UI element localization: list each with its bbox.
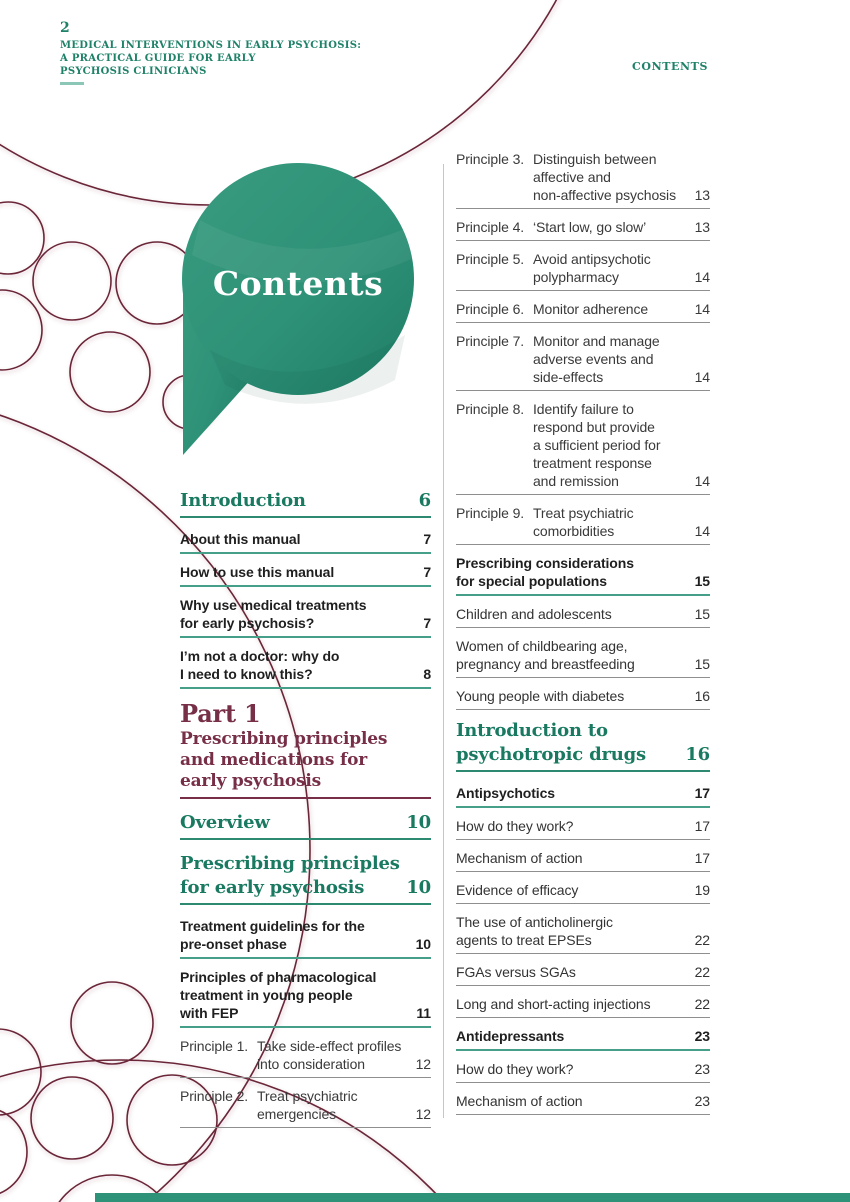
entry-rule	[456, 390, 710, 391]
toc-entry[interactable]	[456, 817, 710, 840]
toc-line-text: pre-onset phase	[180, 936, 287, 952]
entry-rule	[180, 797, 431, 799]
toc-line-text: Children and adolescents	[456, 606, 612, 622]
toc-line-text: treatment response	[533, 455, 652, 471]
toc-page-number: 23	[694, 1028, 710, 1044]
entry-rule	[456, 871, 710, 872]
toc-line-text: Treat psychiatric	[257, 1088, 358, 1104]
entry-rule	[456, 544, 710, 545]
entry-rule	[180, 1077, 431, 1078]
toc-entry[interactable]	[456, 913, 710, 954]
toc-page-number: 15	[694, 573, 710, 589]
toc-line-text: agents to treat EPSEs	[456, 932, 592, 948]
toc-line-text: into consideration	[257, 1056, 365, 1072]
toc-line-text: Introduction	[180, 490, 306, 511]
toc-page-number: 13	[694, 219, 710, 235]
toc-line-text: The use of anticholinergic	[456, 914, 613, 930]
entry-rule	[456, 627, 710, 628]
toc-line-text: Long and short-acting injections	[456, 996, 651, 1012]
entry-rule	[456, 677, 710, 678]
toc-page-number: 14	[694, 523, 710, 539]
toc-line-text: side-effects	[533, 369, 604, 385]
toc-line-text: Young people with diabetes	[456, 688, 625, 704]
toc-page-number: 7	[423, 564, 431, 580]
principle-label: Principle 5.	[456, 251, 525, 267]
toc-entry[interactable]	[456, 849, 710, 872]
toc-entry[interactable]	[456, 687, 710, 710]
toc-line-text: Introduction to	[456, 720, 608, 741]
toc-left-column	[180, 486, 431, 1137]
toc-line-text: Women of childbearing age,	[456, 638, 628, 654]
entry-rule	[180, 636, 431, 638]
running-title	[60, 39, 361, 78]
toc-line-text: with FEP	[180, 1005, 239, 1021]
toc-line-text: Overview	[180, 812, 270, 833]
toc-page-number: 7	[423, 615, 431, 631]
toc-line-text: Antipsychotics	[456, 785, 555, 801]
entry-rule	[180, 957, 431, 959]
toc-page-number: 11	[416, 1005, 431, 1021]
running-title-line: PSYCHOSIS CLINICIANS	[60, 66, 207, 77]
toc-entry[interactable]	[180, 852, 431, 905]
toc-entry[interactable]	[456, 332, 710, 391]
entry-rule	[180, 903, 431, 905]
toc-line-text: and remission	[533, 473, 619, 489]
title-underline-mark	[60, 82, 84, 85]
toc-page-number: 22	[694, 996, 710, 1012]
toc-page-number: 15	[694, 656, 710, 672]
toc-page-number: 6	[418, 490, 431, 511]
toc-page-number: 7	[423, 531, 431, 547]
toc-page-number: 8	[423, 666, 431, 682]
toc-page-number: 14	[694, 369, 710, 385]
toc-entry[interactable]	[180, 647, 431, 689]
toc-entry[interactable]	[456, 963, 710, 986]
toc-line-text: About this manual	[180, 531, 301, 547]
running-title-line: MEDICAL INTERVENTIONS IN EARLY PSYCHOSIS:	[60, 40, 362, 51]
entry-rule	[456, 322, 710, 323]
part-title: Part 1	[180, 699, 261, 728]
toc-entry[interactable]	[180, 489, 431, 518]
bottom-accent-bar	[95, 1193, 850, 1202]
toc-line-text: Treat psychiatric	[533, 505, 634, 521]
toc-line-text: Monitor and manage	[533, 333, 660, 349]
toc-entry[interactable]	[180, 699, 431, 799]
toc-line-text: Antidepressants	[456, 1028, 565, 1044]
toc-entry[interactable]	[180, 917, 431, 959]
toc-page-number: 15	[694, 606, 710, 622]
toc-line-text: ‘Start low, go slow’	[533, 219, 647, 235]
entry-rule	[180, 552, 431, 554]
toc-line-text: Prescribing considerations	[456, 555, 634, 571]
toc-entry[interactable]	[180, 563, 431, 587]
toc-line-text: How to use this manual	[180, 564, 335, 580]
toc-line-text: for early psychosis	[180, 877, 365, 898]
entry-rule	[180, 687, 431, 689]
entry-rule	[456, 1114, 710, 1115]
toc-entry[interactable]	[456, 218, 710, 241]
toc-page-number: 23	[694, 1093, 710, 1109]
toc-line-text: FGAs versus SGAs	[456, 964, 576, 980]
toc-line-text: Monitor adherence	[533, 301, 649, 317]
toc-entry[interactable]	[456, 1060, 710, 1083]
toc-line-text: non-affective psychosis	[533, 187, 676, 203]
toc-page-number: 17	[694, 850, 710, 866]
toc-line-text: pregnancy and breastfeeding	[456, 656, 635, 672]
principle-label: Principle 4.	[456, 219, 525, 235]
toc-entry[interactable]	[180, 1037, 431, 1078]
toc-line-text: How do they work?	[456, 1061, 574, 1077]
toc-entry[interactable]	[456, 504, 710, 545]
principle-label: Principle 6.	[456, 301, 525, 317]
toc-line-text: for early psychosis?	[180, 615, 315, 631]
principle-label: Principle 2.	[180, 1088, 249, 1104]
toc-line-text: Prescribing principles	[180, 729, 388, 749]
entry-rule	[456, 709, 710, 710]
toc-entry[interactable]	[456, 637, 710, 678]
header-contents-label: CONTENTS	[632, 60, 708, 73]
toc-page-number: 13	[694, 187, 710, 203]
entry-rule	[456, 806, 710, 808]
entry-rule	[456, 208, 710, 209]
toc-line-text: comorbidities	[533, 523, 615, 539]
toc-page-number: 19	[694, 882, 710, 898]
toc-page-number: 16	[694, 688, 710, 704]
toc-line-text: adverse events and	[533, 351, 654, 367]
toc-page-number: 23	[694, 1061, 710, 1077]
toc-line-text: and medications for	[180, 750, 368, 770]
toc-entry[interactable]	[456, 784, 710, 808]
bubble-title: Contents	[212, 264, 384, 303]
toc-entry[interactable]	[456, 300, 710, 323]
entry-rule	[180, 838, 431, 840]
toc-page-number: 14	[694, 473, 710, 489]
column-divider	[443, 164, 444, 1118]
toc-entry[interactable]	[456, 554, 710, 596]
toc-entry[interactable]	[456, 605, 710, 628]
toc-page-number: 22	[694, 964, 710, 980]
entry-rule	[456, 1017, 710, 1018]
toc-page-number: 17	[694, 785, 710, 801]
toc-line-text: Avoid antipsychotic	[533, 251, 651, 267]
toc-line-text: Mechanism of action	[456, 850, 583, 866]
toc-line-text: respond but provide	[533, 419, 655, 435]
toc-page-number: 17	[694, 818, 710, 834]
toc-page-number: 12	[415, 1106, 431, 1122]
toc-line-text: treatment in young people	[180, 987, 353, 1003]
entry-rule	[180, 1026, 431, 1028]
toc-line-text: Treatment guidelines for the	[180, 918, 365, 934]
toc-line-text: Evidence of efficacy	[456, 882, 579, 898]
toc-entry[interactable]	[456, 400, 710, 495]
toc-entry[interactable]	[456, 995, 710, 1018]
entry-rule	[456, 1082, 710, 1083]
toc-line-text: a sufficient period for	[533, 437, 661, 453]
entry-rule	[456, 770, 710, 772]
toc-entry[interactable]	[456, 1092, 710, 1115]
principle-label: Principle 9.	[456, 505, 525, 521]
principle-label: Principle 1.	[180, 1038, 249, 1054]
toc-right-column	[456, 150, 710, 1124]
toc-page-number: 22	[694, 932, 710, 948]
principle-label: Principle 8.	[456, 401, 525, 417]
toc-line-text: polypharmacy	[533, 269, 619, 285]
toc-entry[interactable]	[456, 250, 710, 291]
running-title-line: A PRACTICAL GUIDE FOR EARLY	[60, 53, 256, 64]
toc-entry[interactable]	[456, 881, 710, 904]
speech-bubble-shape	[170, 150, 430, 470]
entry-rule	[456, 985, 710, 986]
toc-line-text: How do they work?	[456, 818, 574, 834]
toc-line-text: I’m not a doctor: why do	[180, 648, 340, 664]
toc-line-text: early psychosis	[180, 771, 322, 791]
principle-label: Principle 7.	[456, 333, 525, 349]
entry-rule	[180, 1127, 431, 1128]
entry-rule	[456, 494, 710, 495]
toc-line-text: Principles of pharmacological	[180, 969, 377, 985]
entry-rule	[180, 516, 431, 518]
entry-rule	[456, 594, 710, 596]
toc-line-text: emergencies	[257, 1106, 337, 1122]
entry-rule	[456, 903, 710, 904]
toc-page-number: 12	[415, 1056, 431, 1072]
toc-page-number: 16	[685, 744, 710, 765]
toc-page-number: 10	[415, 936, 431, 952]
toc-page-number: 14	[694, 269, 710, 285]
entry-rule	[456, 240, 710, 241]
toc-line-text: Prescribing principles	[180, 853, 400, 874]
toc-entry[interactable]	[180, 596, 431, 638]
toc-line-text: Distinguish between	[533, 151, 657, 167]
toc-entry[interactable]	[180, 811, 431, 840]
toc-entry[interactable]	[456, 150, 710, 209]
toc-entry[interactable]	[180, 968, 431, 1028]
toc-page-number: 14	[694, 301, 710, 317]
entry-rule	[456, 290, 710, 291]
toc-page-number: 10	[406, 877, 431, 898]
toc-line-text: for special populations	[456, 573, 607, 589]
toc-line-text: I need to know this?	[180, 666, 313, 682]
entry-rule	[456, 1049, 710, 1051]
toc-line-text: Mechanism of action	[456, 1093, 583, 1109]
toc-line-text: psychotropic drugs	[456, 744, 646, 765]
toc-line-text: Why use medical treatments	[180, 597, 367, 613]
toc-entry[interactable]	[456, 1027, 710, 1051]
toc-entry[interactable]	[180, 530, 431, 554]
entry-rule	[456, 953, 710, 954]
entry-rule	[180, 585, 431, 587]
entry-rule	[456, 839, 710, 840]
principle-label: Principle 3.	[456, 151, 525, 167]
toc-entry[interactable]	[180, 1087, 431, 1128]
toc-entry[interactable]	[456, 719, 710, 772]
toc-page-number: 10	[406, 812, 431, 833]
toc-line-text: affective and	[533, 169, 611, 185]
page-number: 2	[60, 20, 70, 36]
toc-line-text: Take side-effect profiles	[257, 1038, 402, 1054]
toc-line-text: Identify failure to	[533, 401, 634, 417]
